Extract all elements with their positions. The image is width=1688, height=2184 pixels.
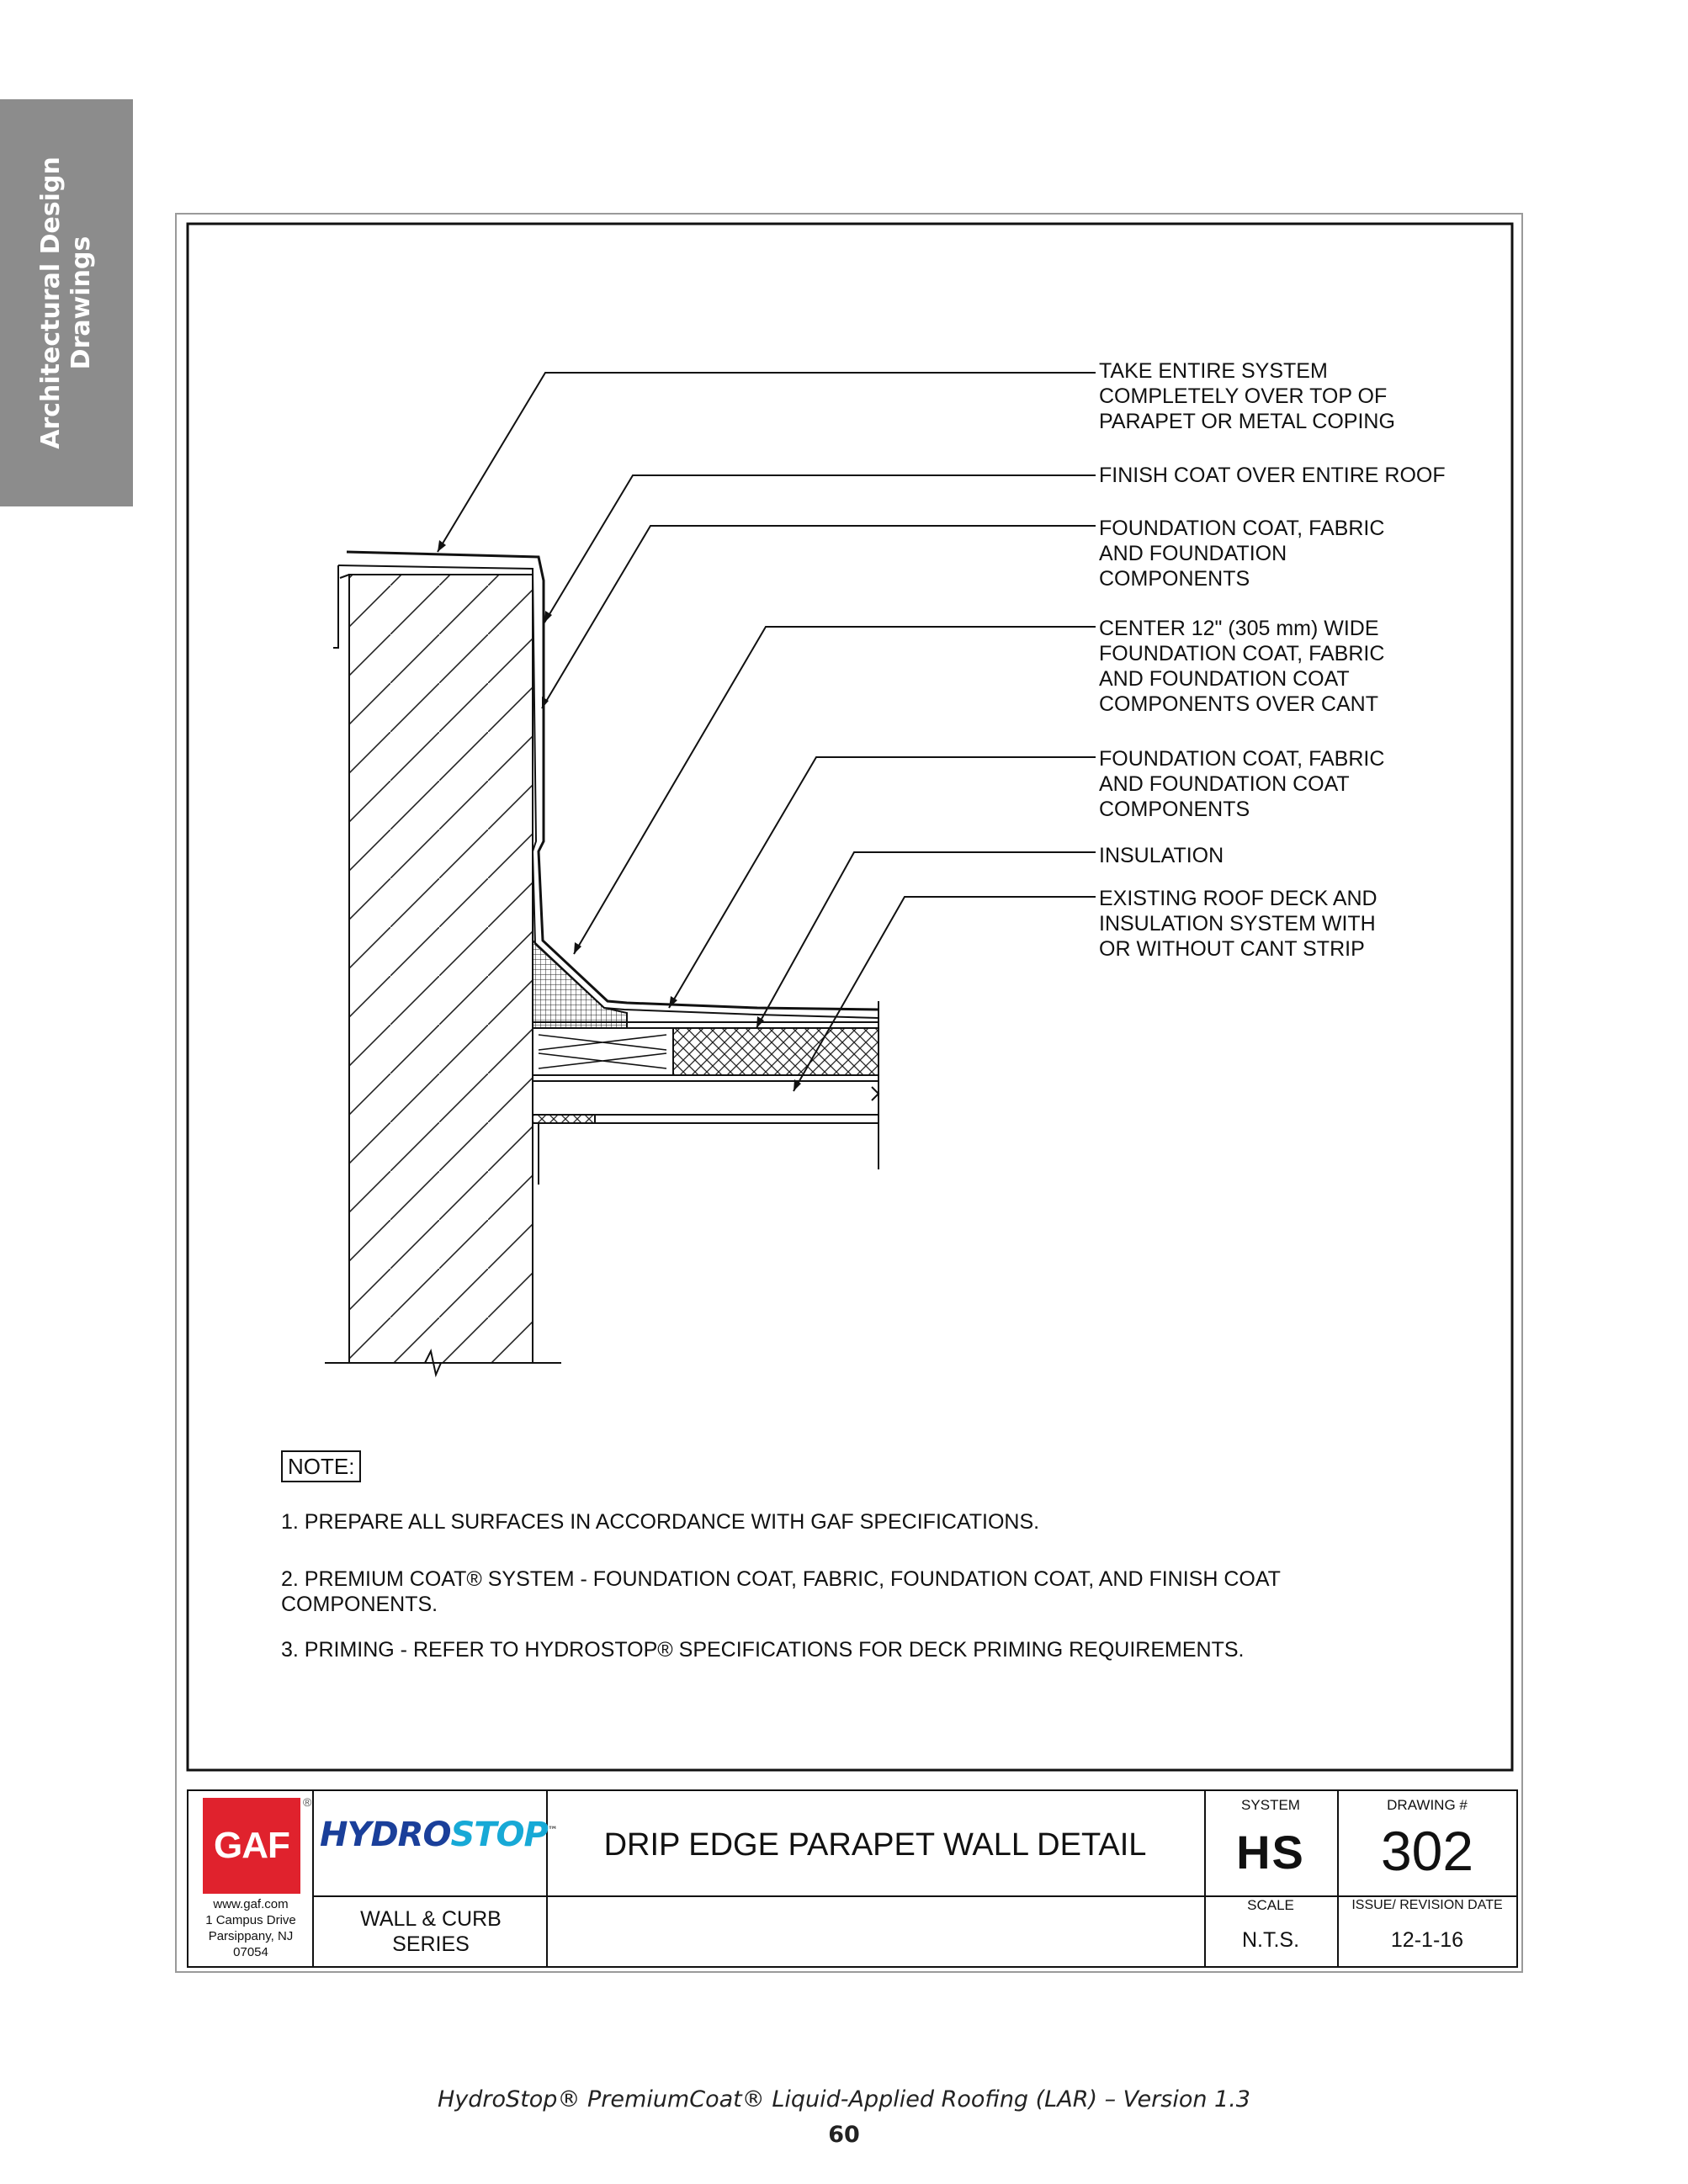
side-tab-line-1: Architectural Design bbox=[36, 156, 66, 449]
scale-value: N.T.S. bbox=[1241, 1927, 1300, 1952]
footer-page-number: 60 bbox=[828, 2122, 860, 2148]
gaf-registered-mark: ® bbox=[303, 1795, 312, 1809]
gaf-zip: 07054 bbox=[233, 1945, 268, 1959]
callout-foundation-coat-roof: FOUNDATION COAT, FABRIC AND FOUNDATION COAT COMPONENTS bbox=[1099, 747, 1385, 821]
callout-coping: TAKE ENTIRE SYSTEM COMPLETELY OVER TOP OF PARAPET OR METAL COPING bbox=[1099, 359, 1395, 433]
note-2: 2. PREMIUM COAT® SYSTEM - FOUNDATION COAT, FABRIC, FOUNDATION COAT, AND FINISH COAT COMPONENTS. bbox=[281, 1567, 1281, 1616]
series-label: WALL & CURB SERIES bbox=[360, 1907, 502, 1956]
cant-strip bbox=[533, 941, 627, 1028]
gaf-logo: GAF bbox=[203, 1798, 300, 1894]
drawing-number-value: 302 bbox=[1380, 1820, 1474, 1882]
hydrostop-logo bbox=[320, 1816, 557, 1854]
drawing-title: DRIP EDGE PARAPET WALL DETAIL bbox=[603, 1826, 1147, 1863]
hydrostop-trademark: ™ bbox=[547, 1824, 557, 1837]
notes-heading: NOTE: bbox=[281, 1450, 361, 1482]
callout-finish-coat: FINISH COAT OVER ENTIRE ROOF bbox=[1099, 464, 1446, 487]
system-value: HS bbox=[1236, 1825, 1305, 1879]
hydrostop-logo-part-1: HYDRO bbox=[320, 1816, 451, 1854]
revision-date-value: 12-1-16 bbox=[1390, 1927, 1464, 1952]
system-label: SYSTEM bbox=[1241, 1797, 1300, 1813]
note-3: 3. PRIMING - REFER TO HYDROSTOP® SPECIFICATIONS FOR DECK PRIMING REQUIREMENTS. bbox=[281, 1638, 1245, 1662]
gaf-address-line-2: Parsippany, NJ bbox=[208, 1929, 294, 1943]
side-tab-line-2: Drawings bbox=[66, 236, 96, 370]
hydrostop-logo-part-2: STOP bbox=[450, 1816, 548, 1854]
callout-cant-strip-coat: CENTER 12" (305 mm) WIDE FOUNDATION COAT, FABRIC AND FOUNDATION COAT COMPONENTS OVER CANT bbox=[1099, 617, 1385, 716]
gaf-contact bbox=[188, 1896, 313, 1960]
drawing-number-label: DRAWING # bbox=[1387, 1797, 1468, 1813]
gaf-address-line-1: 1 Campus Drive bbox=[205, 1913, 296, 1927]
footer-document-title: HydroStop® PremiumCoat® Liquid-Applied Roofing (LAR) – Version 1.3 bbox=[438, 2086, 1250, 2112]
note-1: 1. PREPARE ALL SURFACES IN ACCORDANCE WITH GAF SPECIFICATIONS. bbox=[281, 1510, 1040, 1534]
callout-insulation: INSULATION bbox=[1099, 844, 1224, 867]
callout-existing-deck: EXISTING ROOF DECK AND INSULATION SYSTEM WITH OR WITHOUT CANT STRIP bbox=[1099, 887, 1377, 961]
revision-date-label: ISSUE/ REVISION DATE bbox=[1351, 1898, 1503, 1912]
parapet-wall bbox=[325, 575, 561, 1375]
scale-label: SCALE bbox=[1247, 1897, 1294, 1913]
gaf-website: www.gaf.com bbox=[213, 1897, 289, 1911]
roof-insulation bbox=[533, 1022, 879, 1075]
callout-foundation-coat-wall: FOUNDATION COAT, FABRIC AND FOUNDATION COMPONENTS bbox=[1099, 517, 1385, 591]
